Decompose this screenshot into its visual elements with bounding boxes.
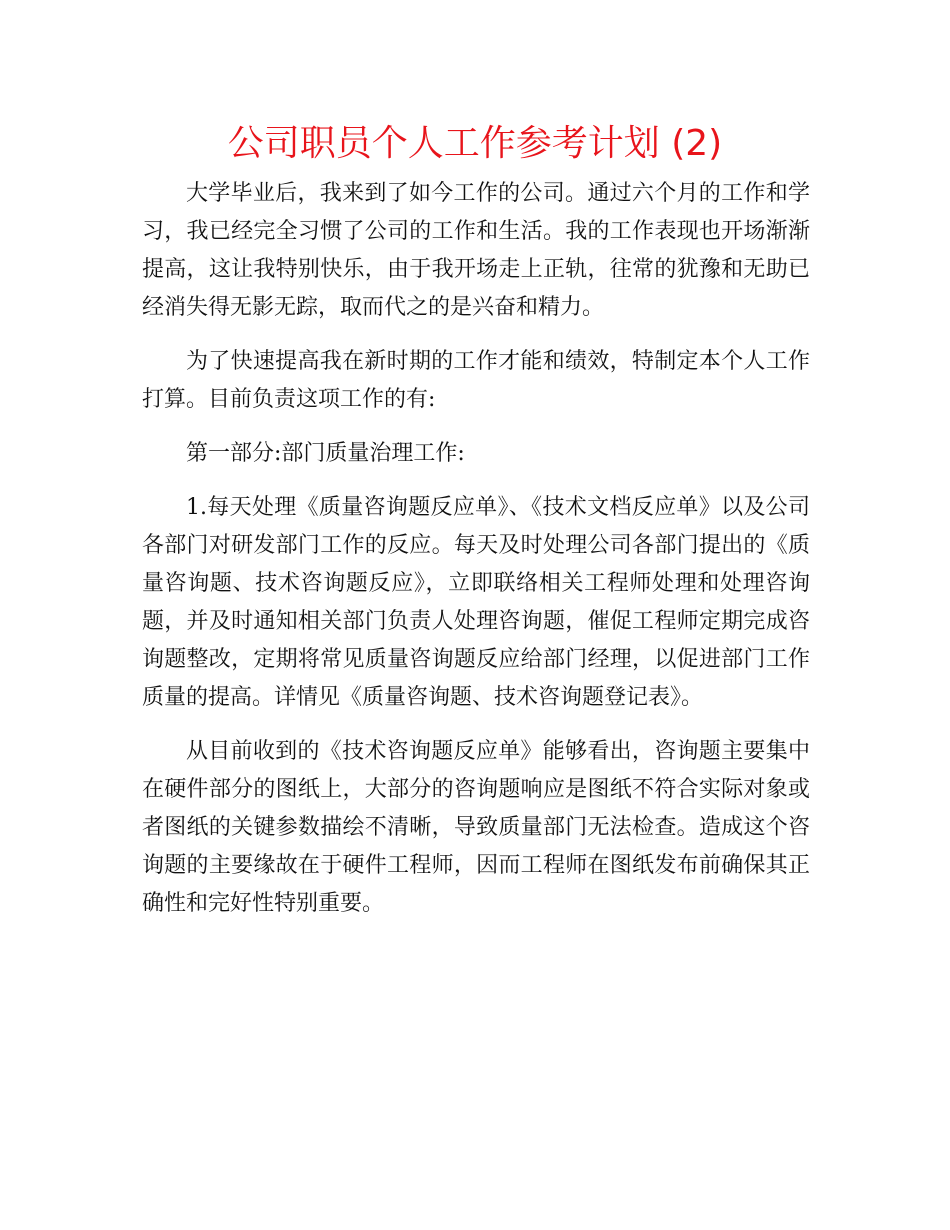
paragraph-3: 第一部分:部门质量治理工作: [186, 441, 465, 466]
paragraph-1: 大学毕业后，我来到了如今工作的公司。通过六个月的工作和学习，我已经完全习惯了公司的工作和生活。我的工作表现也开场渐渐提高，这让我特别快乐，由于我开场走上正轨，往常的犹豫和无助已经消失得无影无踪，取而代之的是兴奋和精力。 [142, 181, 810, 320]
paragraph-4: 1.每天处理《质量咨询题反应单》、《技术文档反应单》以及公司各部门对研发部门工作的反应。每天及时处理公司各部门提出的《质量咨询题、技术咨询题反应》，立即联络相关工程师处理和处理咨询题，并及时通知相关部门负责人处理咨询题，催促工程师定期完成咨询题整改，定期将常见质量咨询题反应给部门经理，以促进部门工作质量的提高。详情见《质量咨询题、技术咨询题登记表》。 [142, 495, 810, 710]
paragraph-2: 为了快速提高我在新时期的工作才能和绩效，特制定本个人工作打算。目前负责这项工作的有: [142, 349, 810, 412]
paragraph-5: 从目前收到的《技术咨询题反应单》能够看出，咨询题主要集中在硬件部分的图纸上，大部分的咨询题响应是图纸不符合实际对象或者图纸的关键参数描绘不清晰，导致质量部门无法检查。造成这个咨询题的主要缘故在于硬件工程师，因而工程师在图纸发布前确保其正确性和完好性特别重要。 [142, 739, 810, 916]
document-body [142, 175, 810, 939]
document-title: 公司职员个人工作参考计划 (2) [227, 123, 723, 164]
